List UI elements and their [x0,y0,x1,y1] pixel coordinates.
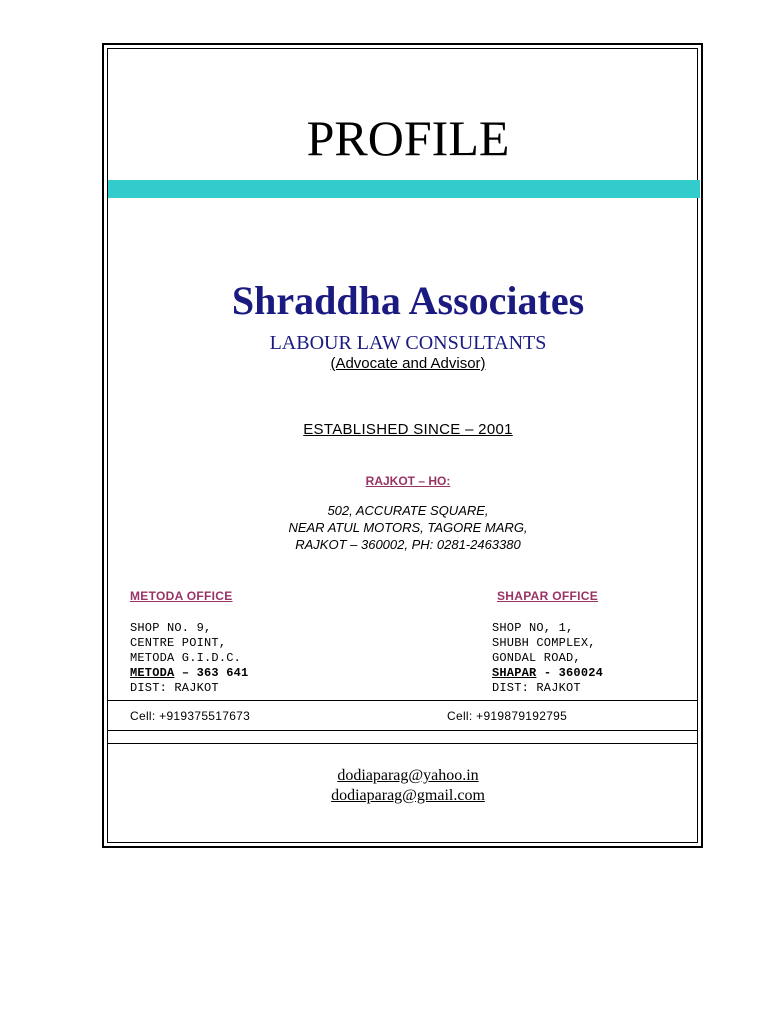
head-office-address [108,502,708,553]
shapar-office-label: SHAPAR OFFICE [497,589,599,603]
metoda-pin-line [130,666,248,681]
shapar-office-address [492,621,603,696]
divider-bottom [108,743,698,744]
established-since: ESTABLISHED SINCE – 2001 [303,421,513,438]
metoda-line-3: METODA G.I.D.C. [130,651,242,665]
head-office-label: RAJKOT – HO: [365,474,451,488]
shapar-line-5: DIST: RAJKOT [492,681,581,695]
accent-bar [108,180,700,198]
metoda-line-2: CENTRE POINT, [130,636,227,650]
shapar-pin-code: - 360024 [536,666,604,680]
metoda-cell-number: Cell: +919375517673 [130,709,251,723]
shapar-pin-name: SHAPAR [492,666,537,680]
page-title: PROFILE [306,110,510,166]
shapar-pin-line [492,666,603,681]
head-office-line-2: NEAR ATUL MOTORS, TAGORE MARG, [288,520,528,535]
company-name: Shraddha Associates [231,278,585,323]
metoda-line-5: DIST: RAJKOT [130,681,219,695]
metoda-office-label: METODA OFFICE [130,589,233,603]
metoda-line-1: SHOP NO. 9, [130,621,212,635]
divider-top [108,700,698,701]
email-link-yahoo[interactable]: dodiaparag@yahoo.in [337,767,479,784]
shapar-cell-number: Cell: +919879192795 [447,709,568,723]
metoda-pin-code: – 363 641 [174,666,249,680]
company-tagline: LABOUR LAW CONSULTANTS [269,332,547,354]
metoda-pin-name: METODA [130,666,175,680]
shapar-line-2: SHUBH COMPLEX, [492,636,596,650]
divider-middle [108,730,698,731]
shapar-line-3: GONDAL ROAD, [492,651,581,665]
shapar-line-1: SHOP NO, 1, [492,621,574,635]
company-role: (Advocate and Advisor) [330,355,486,372]
head-office-line-3: RAJKOT – 360002, PH: 0281-2463380 [295,537,521,552]
email-link-gmail[interactable]: dodiaparag@gmail.com [331,787,485,804]
metoda-office-address [130,621,248,696]
head-office-line-1: 502, ACCURATE SQUARE, [327,503,489,518]
